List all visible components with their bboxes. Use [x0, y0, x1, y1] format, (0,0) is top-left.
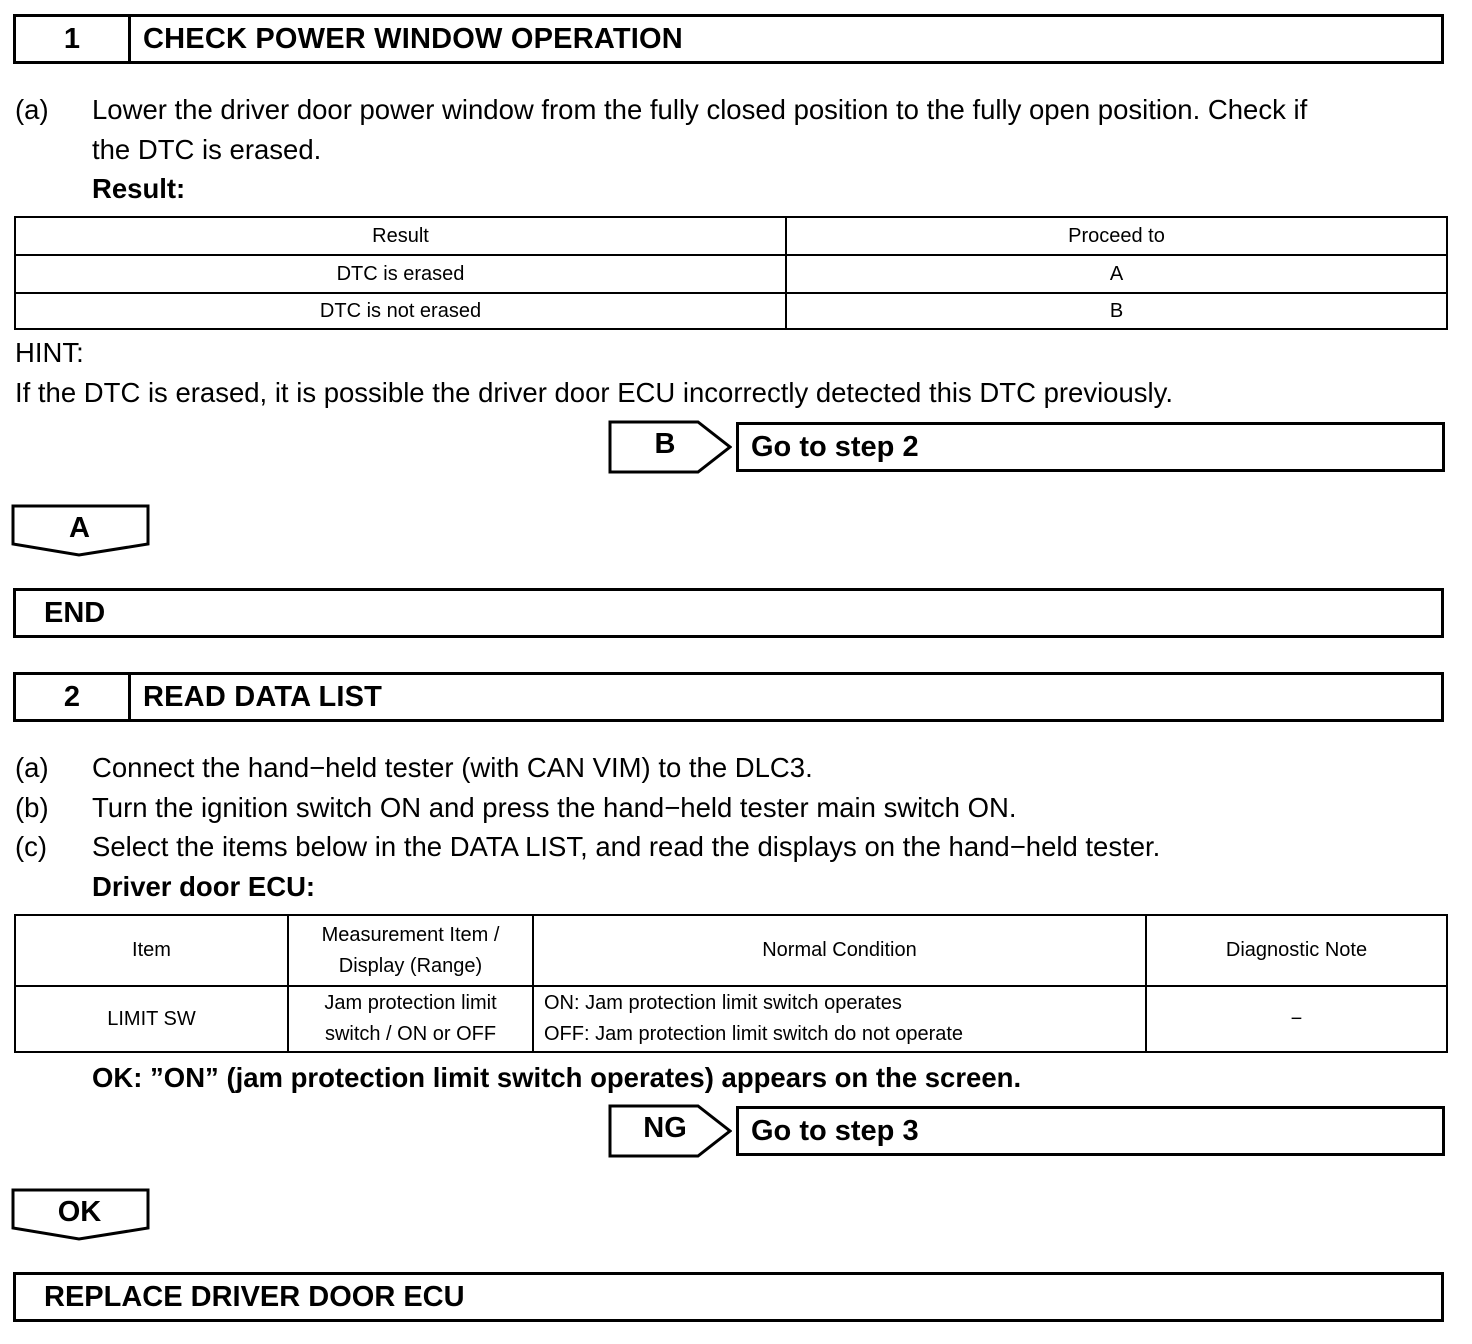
proceed-cell: B: [786, 293, 1447, 329]
step2-item-b-text: Turn the ignition switch ON and press the hand−held tester main switch ON.: [92, 792, 1017, 823]
step2-number: 2: [16, 675, 131, 719]
header-normal-condition: Normal Condition: [533, 915, 1146, 986]
header-measurement: [288, 915, 533, 986]
step1-item-a-label: (a): [15, 94, 49, 125]
step1-number: 1: [16, 17, 131, 61]
branch-ng-label: NG: [643, 1112, 687, 1144]
hint-text: If the DTC is erased, it is possible the driver door ECU incorrectly detected this DTC previously.: [15, 377, 1173, 408]
header-item: Item: [15, 915, 288, 986]
step2-item-b-label: (b): [15, 792, 49, 823]
end-box: END: [13, 588, 1444, 638]
step1-header: [13, 14, 1444, 64]
result-cell: DTC is erased: [15, 255, 786, 293]
branch-b-label: B: [654, 428, 676, 460]
step1-item-a-line1: Lower the driver door power window from the fully closed position to the fully open position. Check if: [92, 94, 1308, 125]
branch-b-target[interactable]: Go to step 2: [736, 422, 1445, 472]
normal-condition-cell: [533, 986, 1146, 1052]
measurement-cell: [288, 986, 533, 1052]
step2-header: [13, 672, 1444, 722]
diagnostic-note-cell: −: [1146, 986, 1447, 1052]
measurement-line2: switch / ON or OFF: [324, 1023, 497, 1045]
header-measurement-line2: Display (Range): [338, 954, 483, 977]
branch-a-label: A: [69, 512, 90, 544]
step1-title: CHECK POWER WINDOW OPERATION: [143, 22, 683, 55]
normal-condition-line1: ON: Jam protection limit switch operates: [544, 992, 902, 1014]
proceed-cell: A: [786, 255, 1447, 293]
result-header-result: Result: [15, 217, 786, 255]
step2-title: READ DATA LIST: [143, 680, 383, 713]
measurement-line1: Jam protection limit: [324, 992, 497, 1014]
table-row: [15, 293, 1447, 329]
branch-ok-label: OK: [57, 1196, 102, 1228]
result-header-proceed: Proceed to: [786, 217, 1447, 255]
step2-item-a-label: (a): [15, 752, 49, 783]
hint-label: HINT:: [15, 337, 84, 368]
table-row: [15, 986, 1447, 1052]
result-heading: Result:: [92, 173, 186, 204]
ecu-heading: Driver door ECU:: [92, 871, 316, 902]
step1-item-a-line2: the DTC is erased.: [92, 134, 322, 165]
replace-ecu-box: REPLACE DRIVER DOOR ECU: [13, 1272, 1444, 1322]
result-cell: DTC is not erased: [15, 293, 786, 329]
header-measurement-line1: Measurement Item /: [321, 923, 500, 946]
table-row: [15, 255, 1447, 293]
item-cell: LIMIT SW: [15, 986, 288, 1052]
header-diagnostic-note: Diagnostic Note: [1146, 915, 1447, 986]
data-list-table: [14, 914, 1448, 1053]
step2-item-a-text: Connect the hand−held tester (with CAN VIM) to the DLC3.: [92, 752, 813, 783]
result-table: [14, 216, 1448, 330]
step2-item-c-text: Select the items below in the DATA LIST, and read the displays on the hand−held tester.: [92, 831, 1161, 862]
normal-condition-line2: OFF: Jam protection limit switch do not operate: [544, 1023, 964, 1045]
ok-condition-text: OK: ”ON” (jam protection limit switch operates) appears on the screen.: [92, 1062, 1022, 1093]
step2-item-c-label: (c): [15, 831, 48, 862]
branch-ng-target[interactable]: Go to step 3: [736, 1106, 1445, 1156]
